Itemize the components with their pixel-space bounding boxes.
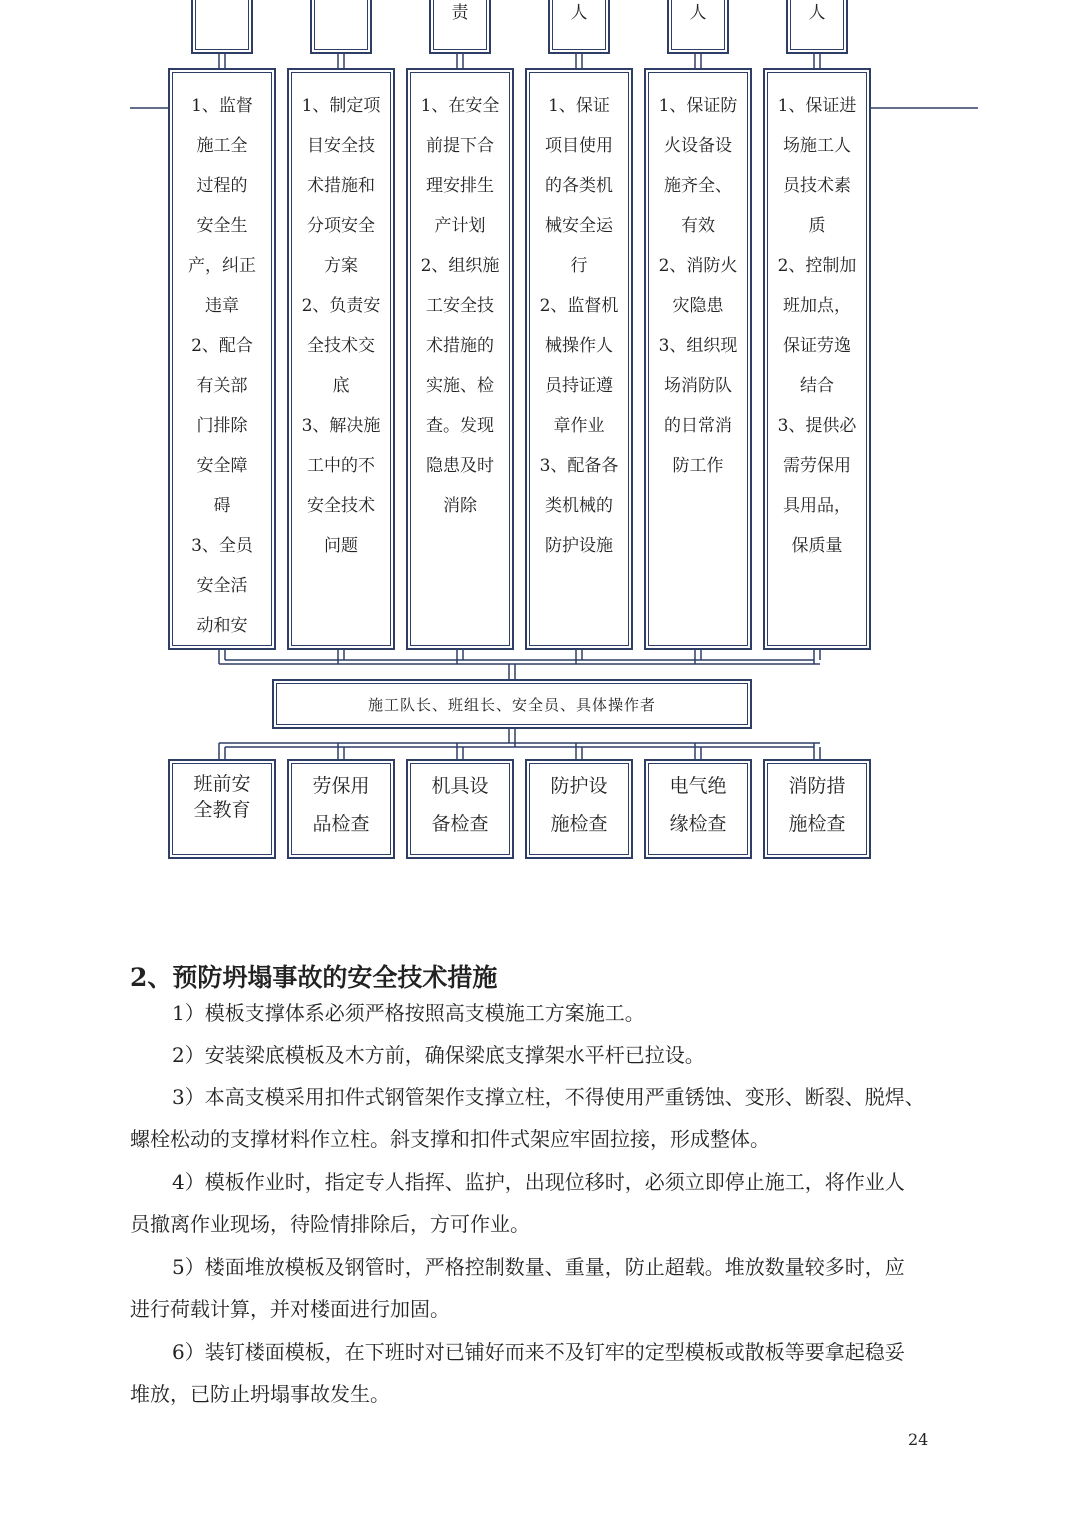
duty-line: 产，纠正 — [188, 256, 256, 276]
top-role-label: 人 — [570, 3, 588, 23]
duty-line: 类机械的 — [545, 496, 613, 516]
duty-line: 2、消防火 — [658, 256, 738, 276]
duty-line: 全技术交 — [307, 336, 375, 356]
paragraph-line: 5）楼面堆放模板及钢管时，严格控制数量、重量，防止超载。堆放数量较多时，应 — [172, 1255, 905, 1279]
inspection-label: 机具设 — [431, 775, 489, 797]
paragraph-line: 1）模板支撑体系必须严格按照高支模施工方案施工。 — [172, 1001, 645, 1025]
duty-line: 场消防队 — [664, 376, 732, 396]
inspection-label: 品检查 — [312, 813, 370, 835]
inspection-label: 施检查 — [788, 813, 846, 835]
top-role-label: 人 — [689, 3, 707, 23]
section-title: 2、预防坍塌事故的安全技术措施 — [130, 963, 498, 992]
duty-line: 查。发现 — [426, 416, 494, 436]
duty-line: 械操作人 — [545, 336, 613, 356]
paragraph-line: 螺栓松动的支撑材料作立柱。斜支撑和扣件式架应牢固拉接，形成整体。 — [130, 1127, 770, 1151]
inspection-label: 电气绝 — [669, 775, 727, 797]
duty-line: 行 — [570, 256, 588, 276]
duty-line: 2、监督机 — [539, 296, 619, 316]
duty-line: 动和安 — [196, 616, 248, 636]
duty-line: 工中的不 — [307, 456, 375, 476]
duty-line: 2、控制加 — [777, 256, 857, 276]
duty-line: 施齐全、 — [664, 176, 732, 196]
duty-line: 结合 — [800, 376, 834, 396]
duty-line: 安全活 — [196, 576, 248, 596]
inspection-label: 全教育 — [193, 799, 251, 821]
duty-line: 前提下合 — [426, 136, 494, 156]
duty-column — [644, 68, 752, 650]
paragraph-line: 2）安装梁底模板及木方前，确保梁底支撑架水平杆已拉设。 — [172, 1043, 705, 1067]
inspection-label: 施检查 — [550, 813, 608, 835]
duty-line: 1、保证进 — [777, 96, 857, 116]
duty-column — [525, 68, 633, 650]
duty-column — [763, 68, 871, 650]
duty-line: 2、组织施 — [420, 256, 500, 276]
duty-line: 过程的 — [196, 176, 248, 196]
duty-line: 班加点， — [783, 296, 851, 316]
top-role-label: 人 — [808, 3, 826, 23]
duty-line: 产计划 — [434, 216, 486, 236]
duty-line: 目安全技 — [307, 136, 375, 156]
duty-line: 安全生 — [196, 216, 248, 236]
paragraph-line: 进行荷载计算，并对楼面进行加固。 — [130, 1297, 450, 1321]
duty-line: 消除 — [443, 496, 477, 516]
duty-line: 碍 — [213, 496, 231, 516]
duty-column — [287, 68, 395, 650]
paragraph-line: 3）本高支模采用扣件式钢管架作支撑立柱，不得使用严重锈蚀、变形、断裂、脱焊、 — [172, 1085, 925, 1109]
duty-line: 员持证遵 — [545, 376, 613, 396]
paragraph-line: 员撤离作业现场，待险情排除后，方可作业。 — [130, 1212, 530, 1236]
page-number: 24 — [908, 1430, 929, 1449]
duty-line: 员技术素 — [783, 176, 851, 196]
duty-line: 术措施和 — [307, 176, 375, 196]
duty-line: 项目使用 — [545, 136, 613, 156]
duty-line: 防护设施 — [545, 536, 613, 556]
inspection-label: 缘检查 — [669, 813, 727, 835]
duty-line: 安全技术 — [307, 496, 375, 516]
duty-line: 分项安全 — [307, 216, 375, 236]
duty-line: 门排除 — [196, 416, 248, 436]
duty-column — [406, 68, 514, 650]
inspection-label: 备检查 — [431, 813, 489, 835]
duty-line: 违章 — [205, 296, 239, 316]
duty-line: 1、保证防 — [658, 96, 738, 116]
duty-line: 1、保证 — [548, 96, 610, 116]
duty-line: 具用品， — [783, 496, 851, 516]
inspection-label: 劳保用 — [312, 775, 370, 797]
top-role-box — [310, 0, 372, 54]
duty-line: 1、在安全 — [420, 96, 500, 116]
duty-line: 方案 — [324, 256, 358, 276]
duty-line: 灾隐患 — [672, 296, 724, 316]
inspection-box — [406, 759, 514, 859]
duty-line: 3、组织现 — [658, 336, 738, 356]
inspection-label: 班前安 — [193, 773, 251, 795]
duty-line: 问题 — [324, 536, 358, 556]
duty-line: 实施、检 — [426, 376, 494, 396]
duty-line: 1、监督 — [191, 96, 253, 116]
paragraph-line: 4）模板作业时，指定专人指挥、监护，出现位移时，必须立即停止施工，将作业人 — [172, 1170, 905, 1194]
inspection-box — [525, 759, 633, 859]
top-role-label: 责 — [451, 3, 469, 23]
duty-line: 的日常消 — [664, 416, 732, 436]
duty-line: 术措施的 — [426, 336, 494, 356]
top-role-box — [548, 0, 610, 54]
duty-line: 1、制定项 — [301, 96, 381, 116]
duty-line: 有效 — [681, 216, 715, 236]
duty-line: 保证劳逸 — [783, 336, 851, 356]
duty-line: 有关部 — [196, 376, 248, 396]
worker-roles-box — [272, 679, 752, 729]
inspection-box — [168, 759, 276, 859]
duty-line: 安全障 — [196, 456, 248, 476]
inspection-box — [287, 759, 395, 859]
duty-line: 场施工人 — [783, 136, 851, 156]
duty-line: 的各类机 — [545, 176, 613, 196]
worker-roles-label: 施工队长、班组长、安全员、具体操作者 — [367, 695, 656, 714]
duty-line: 3、配备各 — [539, 456, 619, 476]
paragraph-line: 堆放，已防止坍塌事故发生。 — [130, 1382, 390, 1406]
duty-line: 需劳保用 — [783, 456, 851, 476]
top-role-box — [786, 0, 848, 54]
duty-line: 3、全员 — [191, 536, 253, 556]
duty-line: 保质量 — [791, 536, 843, 556]
inspection-box — [644, 759, 752, 859]
inspection-label: 消防措 — [788, 775, 846, 797]
duty-line: 2、负责安 — [301, 296, 381, 316]
duty-line: 2、配合 — [191, 336, 253, 356]
duty-line: 理安排生 — [426, 176, 494, 196]
duty-line: 3、解决施 — [301, 416, 381, 436]
duty-line: 3、提供必 — [777, 416, 857, 436]
top-role-box — [191, 0, 253, 54]
duty-column — [168, 68, 276, 650]
inspection-label: 防护设 — [550, 775, 608, 797]
paragraph-line: 6）装钉楼面模板，在下班时对已铺好而来不及钉牢的定型模板或散板等要拿起稳妥 — [172, 1340, 905, 1364]
duty-line: 械安全运 — [545, 216, 613, 236]
duty-line: 章作业 — [553, 416, 605, 436]
duty-line: 底 — [332, 376, 350, 396]
top-role-box — [667, 0, 729, 54]
duty-line: 隐患及时 — [426, 456, 494, 476]
duty-line: 防工作 — [672, 456, 724, 476]
inspection-box — [763, 759, 871, 859]
duty-line: 工安全技 — [426, 296, 494, 316]
top-role-box — [429, 0, 491, 54]
duty-line: 火设备设 — [664, 136, 732, 156]
duty-line: 质 — [808, 216, 826, 236]
duty-line: 施工全 — [196, 136, 248, 156]
